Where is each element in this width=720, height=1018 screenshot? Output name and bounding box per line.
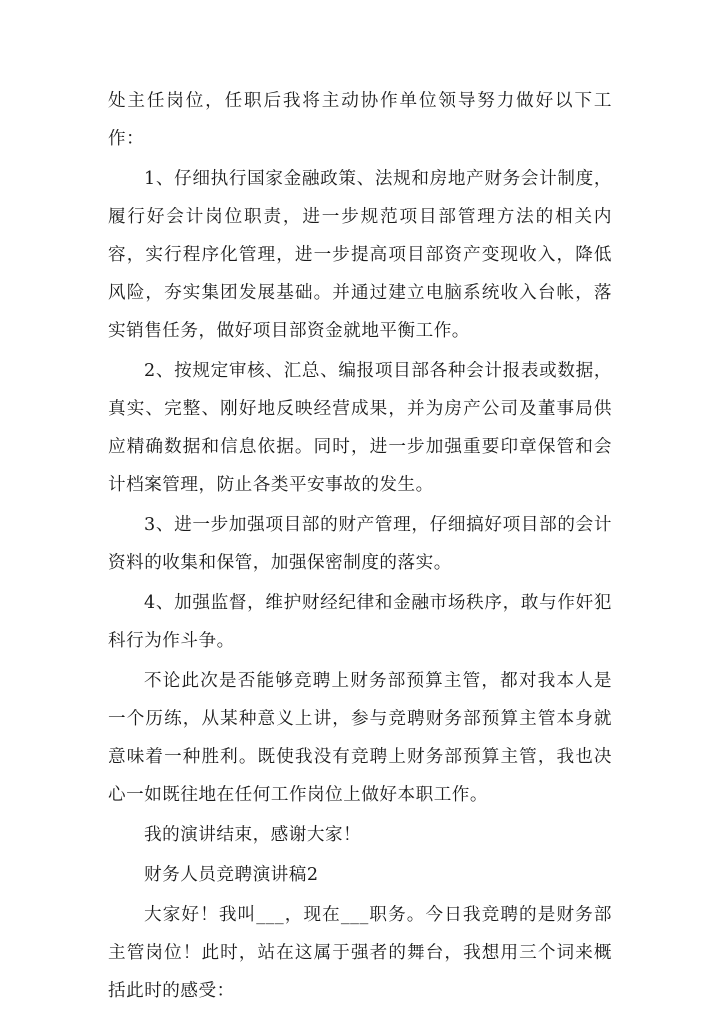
document-page (108, 82, 612, 1010)
paragraph-item-2: 2、按规定审核、汇总、编报项目部各种会计报表或数据，真实、完整、刚好地反映经营成果，并为房产公司及董事局供应精确数据和信息依据。同时，进一步加强重要印章保管和会计档案管理，防止各类平安事故的发生。 (108, 361, 612, 495)
paragraph-item-3: 3、进一步加强项目部的财产管理，仔细搞好项目部的会计资料的收集和保管，加强保密制度的落实。 (108, 515, 612, 573)
paragraph-item-4: 4、加强监督，维护财经纪律和金融市场秩序，敢与作奸犯科行为作斗争。 (108, 593, 612, 651)
paragraph-conclusion: 不论此次是否能够竞聘上财务部预算主管，都对我本人是一个历练，从某种意义上讲，参与竞聘财务部预算主管本身就意味着一种胜利。既使我没有竞聘上财务部预算主管，我也决心一如既往地在任何工作岗位上做好本职工作。 (108, 671, 612, 805)
section-title: 财务人员竞聘演讲稿2 (144, 865, 319, 885)
paragraph-opening: 大家好！我叫___，现在___职务。今日我竞聘的是财务部主管岗位！此时，站在这属于强者的舞台，我想用三个词来概括此时的感受： (108, 905, 612, 1001)
paragraph-thanks: 我的演讲结束，感谢大家！ (144, 825, 362, 845)
paragraph-item-1: 1、仔细执行国家金融政策、法规和房地产财务会计制度，履行好会计岗位职责，进一步规范项目部管理方法的相关内容，实行程序化管理，进一步提高项目部资产变现收入，降低风险，夯实集团发展基础。并通过建立电脑系统收入台帐，落实销售任务，做好项目部资金就地平衡工作。 (108, 169, 612, 341)
paragraph-intro: 处主任岗位，任职后我将主动协作单位领导努力做好以下工作： (108, 91, 612, 149)
